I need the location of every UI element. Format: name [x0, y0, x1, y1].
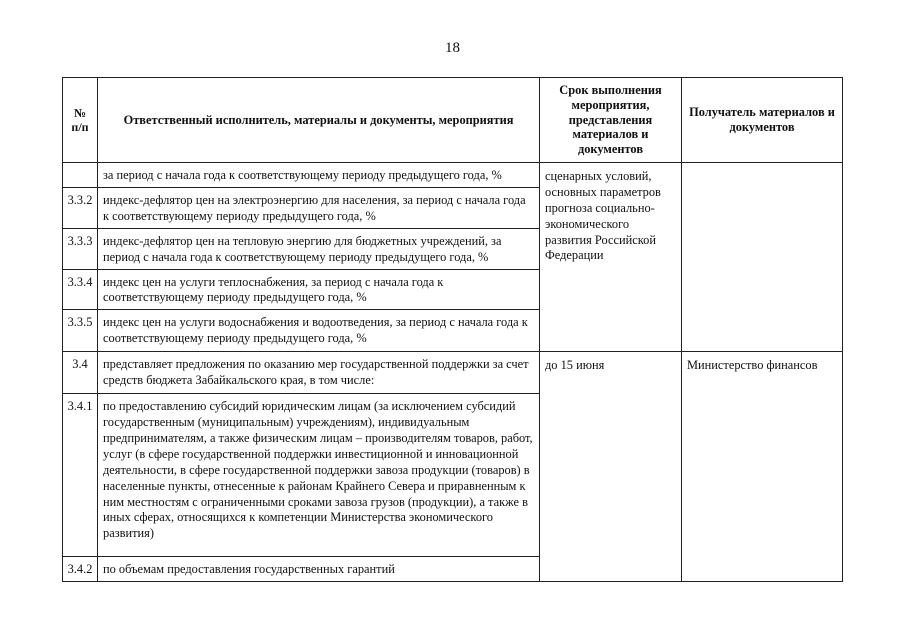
recipient-cell: Министерство финансов [682, 352, 843, 582]
header-executor: Ответственный исполнитель, материалы и документы, мероприятия [98, 78, 540, 163]
row-number: 3.3.2 [63, 188, 98, 229]
header-number-abbr: п/п [71, 120, 89, 134]
row-text: по предоставлению субсидий юридическим лицам (за исключением субсидий государственным (муниципальным) учреждениям), индивидуальным предпринимателям, а также физическим лицам – производителям товаров, работ, услуг (в сфере государственной поддержки инвестиционной и инновационной деятельности, в сфере государственной поддержки завоза продукции (товаров) в населенные пункты, отнесенные к районам Крайнего Севера и приравненным к ним местностям с ограниченными сроками завоза грузов (продукции), а также в иных сферах, относящихся к компетенции Министерства экономического развития) [98, 394, 540, 557]
row-text: за период с начала года к соответствующему периоду предыдущего года, % [98, 163, 540, 188]
row-number: 3.4.2 [63, 557, 98, 582]
table-row [63, 352, 843, 394]
row-text: индекс цен на услуги теплоснабжения, за период с начала года к соответствующему периоду предыдущего года, % [98, 269, 540, 310]
deadline-cell: сценарных условий, основных параметров прогноза социально-экономического развития Российской Федерации [540, 163, 682, 352]
page-number: 18 [445, 40, 460, 56]
header-number-sign: № [73, 105, 87, 120]
header-recipient: Получатель материалов и документов [682, 78, 843, 163]
measures-table [62, 77, 843, 582]
recipient-cell [682, 163, 843, 352]
row-text: представляет предложения по оказанию мер государственной поддержки за счет средств бюджета Забайкальского края, в том числе: [98, 352, 540, 394]
row-text: по объемам предоставления государственных гарантий [98, 557, 540, 582]
deadline-cell: до 15 июня [540, 352, 682, 582]
row-number: 3.4.1 [63, 394, 98, 557]
row-text: индекс цен на услуги водоснабжения и водоотведения, за период с начала года к соответствующему периоду предыдущего года, % [98, 310, 540, 352]
row-text: индекс-дефлятор цен на электроэнергию для населения, за период с начала года к соответствующему периоду предыдущего года, % [98, 188, 540, 229]
row-number: 3.3.3 [63, 228, 98, 269]
row-number: 3.3.5 [63, 310, 98, 352]
row-number [63, 163, 98, 188]
header-number [63, 78, 98, 163]
header-deadline: Срок выполнения мероприятия, представления материалов и документов [540, 78, 682, 163]
row-text: индекс-дефлятор цен на тепловую энергию для бюджетных учреждений, за период с начала года к соответствующему периоду предыдущего года, % [98, 228, 540, 269]
table-row [63, 163, 843, 188]
table-header-row [63, 78, 843, 163]
row-number: 3.3.4 [63, 269, 98, 310]
row-number: 3.4 [63, 352, 98, 394]
